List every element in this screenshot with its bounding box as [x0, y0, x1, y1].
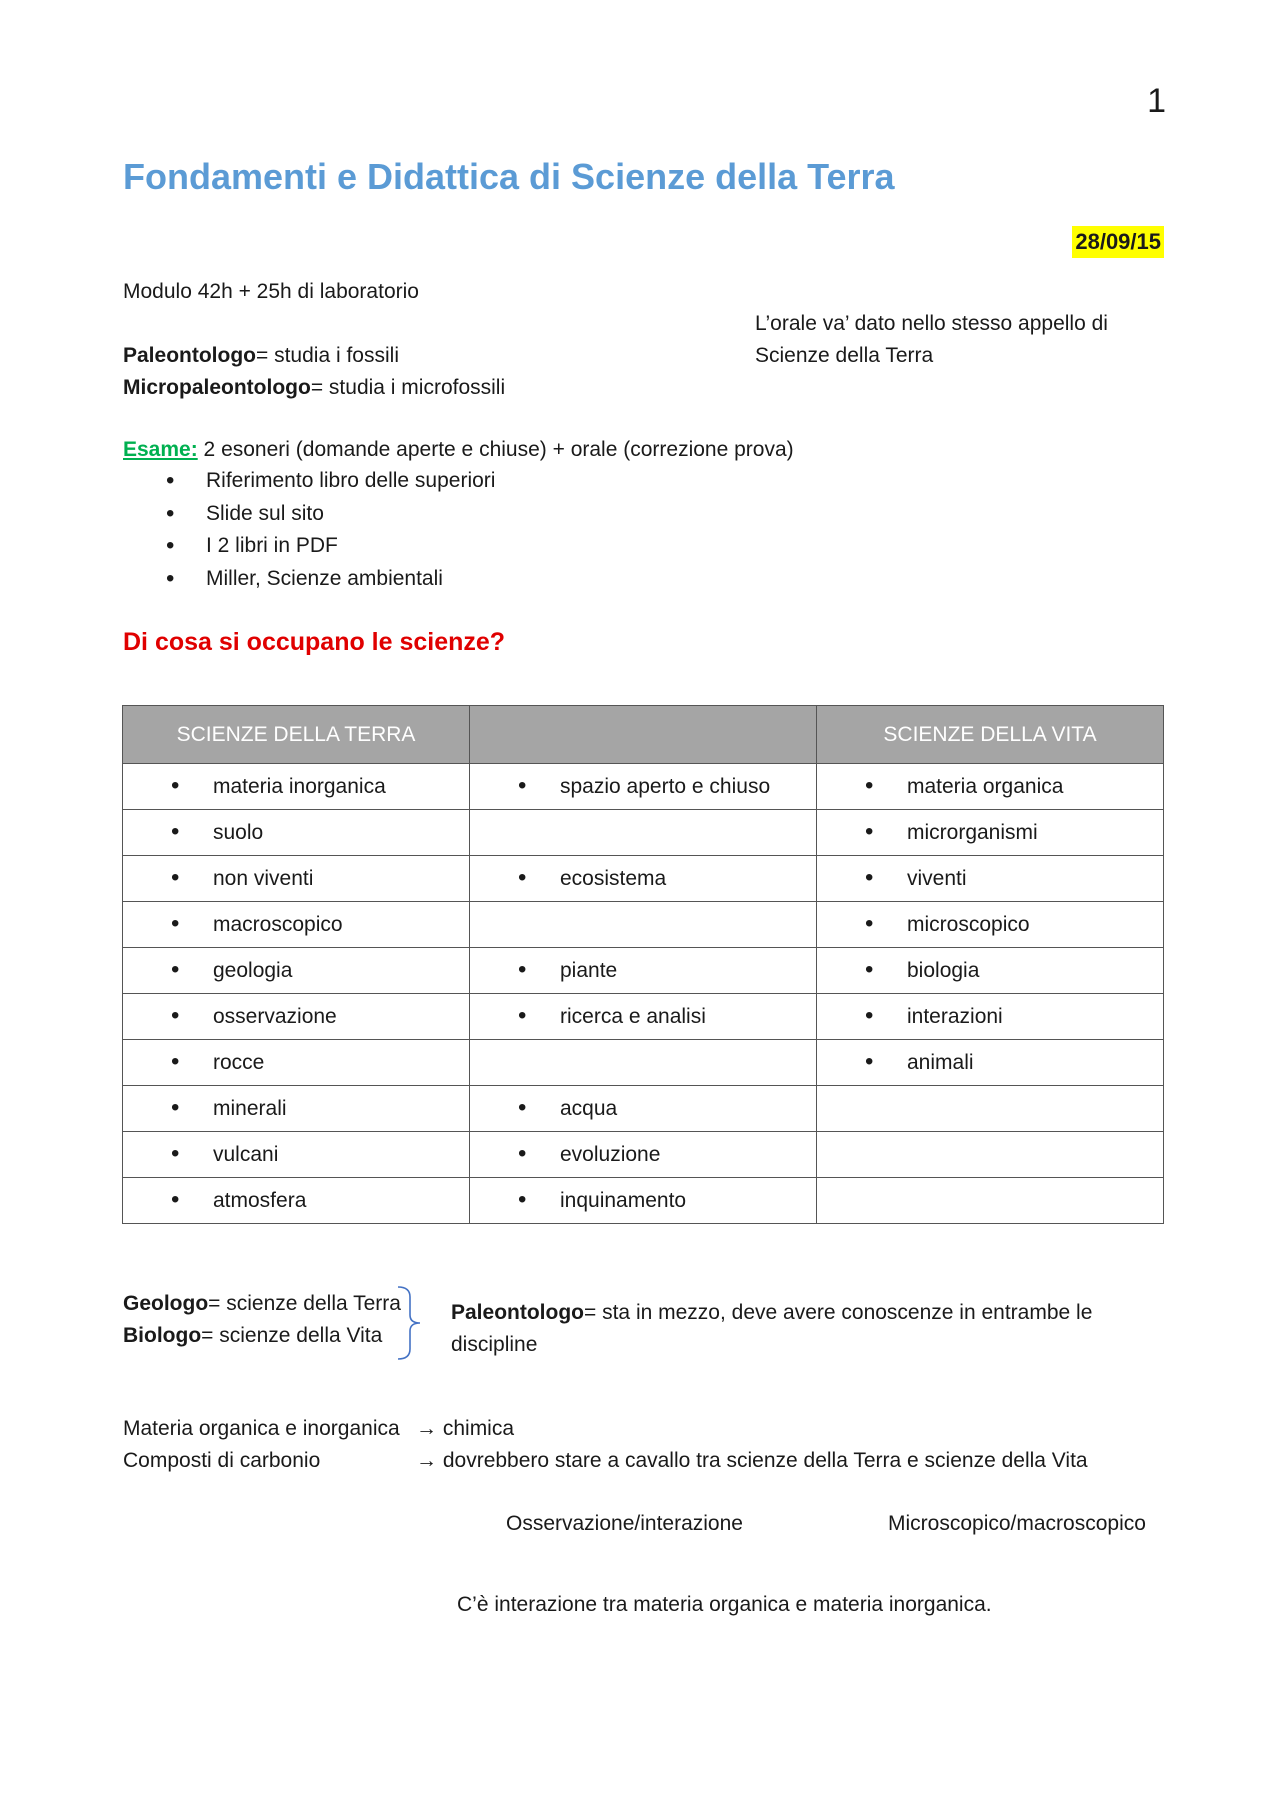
biologo-term: Biologo — [123, 1324, 202, 1347]
cell-text: evoluzione — [560, 1142, 661, 1166]
cell-text: materia organica — [907, 774, 1064, 798]
bullet-icon: • — [171, 863, 180, 891]
bullet-icon: • — [865, 1047, 874, 1075]
bullet-icon: • — [171, 1001, 180, 1029]
table-cell — [470, 810, 817, 856]
cell-text: spazio aperto e chiuso — [560, 774, 771, 798]
esame-list — [166, 465, 495, 595]
cell-content — [123, 1139, 469, 1167]
bullet-icon: • — [518, 1139, 527, 1167]
table-row — [123, 764, 1164, 810]
chem-line-1-left: Materia organica e inorganica — [123, 1417, 400, 1440]
chem-line-2-right — [416, 1445, 1088, 1477]
cell-content — [470, 1001, 816, 1029]
table-cell — [470, 764, 817, 810]
table-cell — [123, 948, 470, 994]
definition-paleontologo — [123, 340, 399, 372]
table-row — [123, 1178, 1164, 1224]
bullet-icon: • — [171, 955, 180, 983]
bullet-icon: • — [518, 1001, 527, 1029]
table-cell — [470, 856, 817, 902]
table-cell — [123, 1086, 470, 1132]
geologo-text: = scienze della Terra — [208, 1292, 401, 1315]
cell-text: microscopico — [907, 912, 1030, 936]
table-cell — [470, 1086, 817, 1132]
page-title: Fondamenti e Didattica di Scienze della Terra — [123, 156, 895, 197]
cell-content — [817, 1001, 1163, 1029]
table-row — [123, 1086, 1164, 1132]
bullet-icon: • — [171, 1093, 180, 1121]
table-cell — [123, 1132, 470, 1178]
sciences-table — [122, 705, 1164, 1224]
cell-content — [817, 817, 1163, 845]
definition-text: = studia i microfossili — [310, 376, 506, 399]
bullet-icon: • — [865, 863, 874, 891]
cell-content — [817, 955, 1163, 983]
table-cell — [470, 1040, 817, 1086]
cell-text: viventi — [907, 866, 967, 890]
bullet-icon: • — [865, 771, 874, 799]
cell-text: microrganismi — [907, 820, 1038, 844]
pair-right: Microscopico/macroscopico — [888, 1512, 1146, 1535]
cell-content — [470, 955, 816, 983]
header-scienze-terra: SCIENZE DELLA TERRA — [123, 706, 470, 764]
cell-content — [123, 771, 469, 799]
cell-text: suolo — [213, 820, 264, 844]
table-row — [123, 902, 1164, 948]
cell-content — [123, 1093, 469, 1121]
table-cell — [123, 994, 470, 1040]
table-cell — [123, 902, 470, 948]
cell-text: interazioni — [907, 1004, 1003, 1028]
bullet-icon: • — [518, 955, 527, 983]
table-cell — [123, 1040, 470, 1086]
pair-left: Osservazione/interazione — [506, 1512, 743, 1535]
definition-text: = studia i fossili — [256, 344, 399, 367]
table-cell — [123, 1178, 470, 1224]
page-number: 1 — [1147, 82, 1166, 120]
header-middle — [470, 706, 817, 764]
cell-text: inquinamento — [560, 1188, 687, 1212]
cell-content — [123, 817, 469, 845]
cell-content — [470, 771, 816, 799]
table-cell — [817, 810, 1164, 856]
chem-line-2-text: dovrebbero stare a cavallo tra scienze della Terra e scienze della Vita — [442, 1449, 1088, 1472]
cell-text: non viventi — [213, 866, 314, 890]
bullet-icon: • — [518, 771, 527, 799]
cell-content — [470, 863, 816, 891]
table-row — [123, 948, 1164, 994]
biologo-line — [123, 1320, 382, 1352]
table-cell — [817, 764, 1164, 810]
cell-text: atmosfera — [213, 1188, 307, 1212]
header-scienze-vita: SCIENZE DELLA VITA — [817, 706, 1164, 764]
paleontologo-term: Paleontologo — [451, 1301, 584, 1324]
bullet-icon: • — [171, 817, 180, 845]
table-cell — [123, 856, 470, 902]
cell-content — [817, 863, 1163, 891]
geologo-line — [123, 1288, 401, 1320]
bullet-icon: • — [865, 817, 874, 845]
bullet-icon: • — [518, 863, 527, 891]
table-cell — [123, 810, 470, 856]
cell-text: geologia — [213, 958, 293, 982]
bullet-icon: • — [518, 1093, 527, 1121]
table-cell — [817, 1132, 1164, 1178]
table-cell — [817, 994, 1164, 1040]
date-highlight: 28/09/15 — [1072, 226, 1164, 258]
table-row — [123, 856, 1164, 902]
cell-content — [817, 771, 1163, 799]
cell-text: osservazione — [213, 1004, 337, 1028]
curly-brace-icon — [394, 1285, 424, 1361]
chem-line-1-text: chimica — [442, 1417, 515, 1440]
cell-content — [123, 1185, 469, 1213]
orale-note-line-2: Scienze della Terra — [755, 344, 934, 367]
table-cell — [817, 948, 1164, 994]
bullet-icon: • — [865, 955, 874, 983]
table-row — [123, 994, 1164, 1040]
table-cell — [817, 902, 1164, 948]
table-cell — [470, 902, 817, 948]
orale-note-line-1: L’orale va’ dato nello stesso appello di — [755, 312, 1108, 335]
table-cell — [817, 1086, 1164, 1132]
bullet-icon: • — [518, 1185, 527, 1213]
table-cell — [470, 1178, 817, 1224]
biologo-text: = scienze della Vita — [201, 1324, 383, 1347]
table-cell — [123, 764, 470, 810]
definition-term: Paleontologo — [123, 344, 256, 367]
chem-line-1-right — [416, 1413, 514, 1445]
cell-text: biologia — [907, 958, 980, 982]
definition-term: Micropaleontologo — [123, 376, 311, 399]
cell-text: ecosistema — [560, 866, 667, 890]
cell-text: materia inorganica — [213, 774, 386, 798]
list-item: • I 2 libri in PDF — [166, 530, 495, 563]
bullet-icon: • — [865, 909, 874, 937]
chem-line-2-left: Composti di carbonio — [123, 1449, 321, 1472]
cell-content — [470, 1185, 816, 1213]
cell-text: acqua — [560, 1096, 618, 1120]
table-row — [123, 1040, 1164, 1086]
modulo-line: Modulo 42h + 25h di laboratorio — [123, 280, 419, 303]
cell-content — [123, 1001, 469, 1029]
bullet-icon: • — [171, 771, 180, 799]
list-item: • Slide sul sito — [166, 498, 495, 531]
cell-text: minerali — [213, 1096, 287, 1120]
list-item: • Miller, Scienze ambientali — [166, 563, 495, 596]
cell-content — [123, 909, 469, 937]
cell-text: piante — [560, 958, 618, 982]
table-row — [123, 810, 1164, 856]
bullet-icon: • — [171, 1047, 180, 1075]
cell-text: vulcani — [213, 1142, 279, 1166]
bullet-icon: • — [171, 1185, 180, 1213]
esame-label: Esame: — [123, 438, 198, 461]
cell-content — [123, 863, 469, 891]
cell-content — [123, 955, 469, 983]
cell-content — [470, 1139, 816, 1167]
arrow-right-icon: → — [416, 1449, 437, 1472]
table-cell — [817, 1040, 1164, 1086]
table-header-row — [123, 706, 1164, 764]
paleontologo-text: = sta in mezzo, deve avere conoscenze in entrambe le — [584, 1301, 1093, 1324]
list-item: • Riferimento libro delle superiori — [166, 465, 495, 498]
cell-content — [470, 1093, 816, 1121]
cell-content — [123, 1047, 469, 1075]
table-body — [123, 764, 1164, 1224]
table-cell — [817, 1178, 1164, 1224]
table-cell — [470, 948, 817, 994]
table-row — [123, 1132, 1164, 1178]
table-cell — [817, 856, 1164, 902]
cell-text: rocce — [213, 1050, 265, 1074]
paleontologo-note-line-1 — [451, 1297, 1092, 1329]
table-cell — [470, 1132, 817, 1178]
section-heading: Di cosa si occupano le scienze? — [123, 628, 506, 656]
cell-text: animali — [907, 1050, 974, 1074]
conclusion-line: C’è interazione tra materia organica e materia inorganica. — [457, 1593, 992, 1616]
bullet-icon: • — [171, 1139, 180, 1167]
arrow-right-icon: → — [416, 1417, 437, 1440]
esame-text: 2 esoneri (domande aperte e chiuse) + orale (correzione prova) — [197, 438, 794, 461]
bullet-icon: • — [171, 909, 180, 937]
cell-content — [817, 909, 1163, 937]
definition-micropaleontologo — [123, 372, 505, 404]
cell-text: macroscopico — [213, 912, 343, 936]
esame-line — [123, 434, 794, 466]
paleontologo-note-line-2: discipline — [451, 1333, 538, 1356]
geologo-term: Geologo — [123, 1292, 209, 1315]
bullet-icon: • — [865, 1001, 874, 1029]
table-cell — [470, 994, 817, 1040]
cell-text: ricerca e analisi — [560, 1004, 706, 1028]
cell-content — [817, 1047, 1163, 1075]
